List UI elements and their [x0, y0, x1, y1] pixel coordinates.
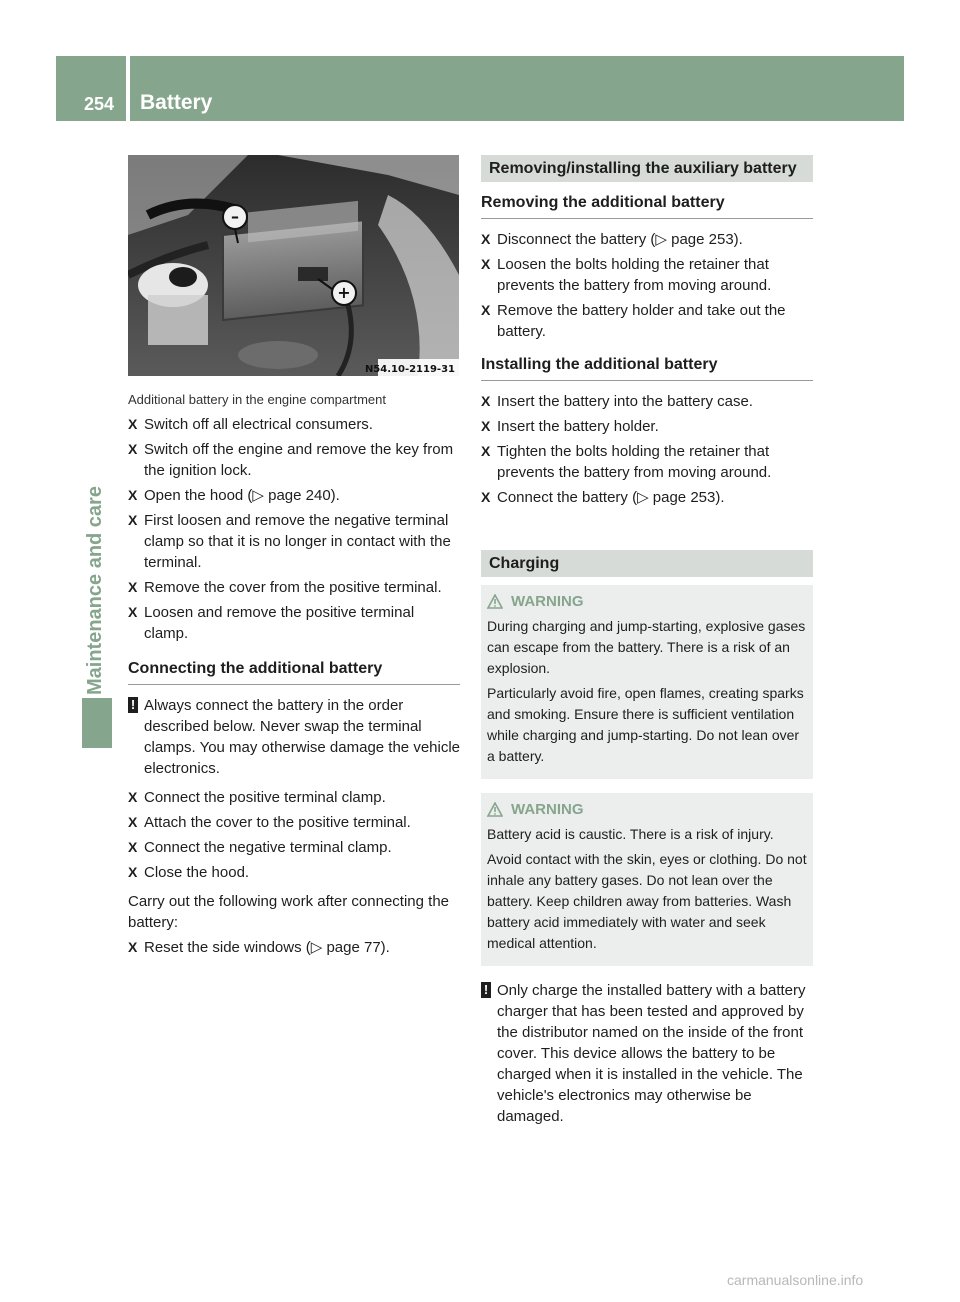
step-item	[481, 254, 813, 296]
step-marker-icon: X	[481, 256, 491, 272]
step-text: Reset the side windows (▷ page 77).	[144, 939, 390, 956]
warning-title-text: WARNING	[511, 593, 584, 610]
step-text: First loosen and remove the negative terminal clamp so that it is no longer in contact with the terminal.	[144, 512, 451, 571]
step-marker-icon: X	[128, 512, 138, 528]
watermark: carmanualsonline.info	[727, 1272, 864, 1288]
step-text: Loosen and remove the positive terminal clamp.	[144, 604, 415, 642]
side-tab-marker	[82, 698, 112, 748]
heading-installing: Installing the additional battery	[481, 354, 813, 381]
step-text: Close the hood.	[144, 864, 250, 881]
step-item	[481, 229, 813, 250]
step-marker-icon: X	[128, 604, 138, 620]
battery-illustration	[128, 155, 459, 376]
left-column	[128, 155, 460, 962]
heading-connecting: Connecting the additional battery	[128, 658, 460, 685]
warning-box-acid	[481, 793, 813, 966]
step-item	[128, 812, 460, 833]
caution-text: Always connect the battery in the order described below. Never swap the terminal clamps. You may otherwise damage the vehicle electronics.	[144, 697, 461, 777]
warning-title-text: WARNING	[511, 801, 584, 818]
step-item	[128, 937, 460, 958]
step-marker-icon: X	[128, 939, 138, 955]
step-text: Remove the battery holder and take out the battery.	[497, 302, 786, 340]
step-marker-icon: X	[128, 864, 138, 880]
step-text: Switch off all electrical consumers.	[144, 416, 373, 433]
step-item	[128, 414, 460, 435]
step-item	[128, 485, 460, 506]
warning-title	[487, 799, 807, 820]
section-charging: Charging	[481, 550, 813, 577]
step-marker-icon: X	[128, 441, 138, 457]
warning-paragraph: Battery acid is caustic. There is a risk of injury.	[487, 826, 774, 842]
heading-removing: Removing the additional battery	[481, 192, 813, 219]
caution-icon: !	[128, 697, 138, 713]
step-item	[481, 441, 813, 483]
step-text: Open the hood (▷ page 240).	[144, 487, 340, 504]
warning-box-explosion	[481, 585, 813, 779]
step-marker-icon: X	[481, 489, 491, 505]
step-marker-icon: X	[128, 579, 138, 595]
caution-text: Only charge the installed battery with a battery charger that has been tested and approved by the distributor named on the inside of the front cover. This device allows the battery to be charged when it is installed in the vehicle. The vehicle's electronics may otherwise be damaged.	[497, 982, 806, 1125]
side-tab-label: Maintenance and care	[84, 486, 106, 695]
warning-triangle-icon	[487, 802, 503, 817]
step-marker-icon: X	[128, 789, 138, 805]
caution-note-charge	[481, 980, 813, 1127]
right-column	[481, 155, 813, 1135]
warning-triangle-icon	[487, 594, 503, 609]
step-item	[128, 577, 460, 598]
warning-paragraph: During charging and jump-starting, explosive gases can escape from the battery. There is a risk of an explosion.	[487, 618, 806, 676]
step-marker-icon: X	[481, 443, 491, 459]
step-item	[481, 300, 813, 342]
step-text: Switch off the engine and remove the key from the ignition lock.	[144, 441, 454, 479]
step-text: Tighten the bolts holding the retainer that prevents the battery from moving around.	[497, 443, 772, 481]
after-connect-text: Carry out the following work after connecting the battery:	[128, 893, 449, 931]
step-marker-icon: X	[128, 416, 138, 432]
step-text: Connect the battery (▷ page 253).	[497, 489, 725, 506]
step-list-disconnect	[128, 414, 460, 644]
step-item	[128, 787, 460, 808]
step-marker-icon: X	[128, 839, 138, 855]
warning-title	[487, 591, 807, 612]
step-marker-icon: X	[481, 393, 491, 409]
step-item	[128, 862, 460, 883]
engine-compartment-photo	[128, 155, 459, 376]
step-item	[128, 510, 460, 573]
caution-icon: !	[481, 982, 491, 998]
page-header	[56, 56, 904, 121]
figure-label: N54.10-2119-31	[364, 364, 455, 375]
step-text: Attach the cover to the positive terminal.	[144, 814, 411, 831]
step-marker-icon: X	[128, 814, 138, 830]
step-text: Disconnect the battery (▷ page 253).	[497, 231, 743, 248]
step-text: Connect the negative terminal clamp.	[144, 839, 392, 856]
step-item	[128, 602, 460, 644]
section-remove-install: Removing/installing the auxiliary battery	[481, 155, 813, 182]
step-marker-icon: X	[481, 302, 491, 318]
step-marker-icon: X	[481, 231, 491, 247]
page-number: 254	[84, 94, 115, 114]
step-list-connect	[128, 787, 460, 883]
step-text: Remove the cover from the positive terminal.	[144, 579, 442, 596]
figure-caption: Additional battery in the engine compartment	[128, 392, 386, 407]
step-text: Loosen the bolts holding the retainer that prevents the battery from moving around.	[497, 256, 772, 294]
section-title: Battery	[140, 91, 213, 114]
step-item	[481, 416, 813, 437]
step-item	[128, 439, 460, 481]
step-text: Connect the positive terminal clamp.	[144, 789, 386, 806]
warning-paragraph: Avoid contact with the skin, eyes or clothing. Do not inhale any battery gases. Do not lean over the battery. Keep children away from batteries. Wash battery acid immediately with water and seek medical attention.	[487, 851, 807, 951]
step-list-install	[481, 391, 813, 508]
warning-paragraph: Particularly avoid fire, open flames, creating sparks and smoking. Ensure there is sufficient ventilation while charging and jump-starting. Do not lean over a battery.	[487, 685, 804, 764]
step-item	[128, 837, 460, 858]
step-list-remove	[481, 229, 813, 342]
step-list-after	[128, 937, 460, 958]
step-text: Insert the battery into the battery case.	[497, 393, 753, 410]
step-text: Insert the battery holder.	[497, 418, 659, 435]
step-marker-icon: X	[481, 418, 491, 434]
step-marker-icon: X	[128, 487, 138, 503]
plus-label: +	[337, 283, 351, 302]
minus-label: –	[231, 207, 239, 226]
header-divider	[126, 56, 130, 121]
caution-note-connect	[128, 695, 460, 779]
step-item	[481, 391, 813, 412]
step-item	[481, 487, 813, 508]
